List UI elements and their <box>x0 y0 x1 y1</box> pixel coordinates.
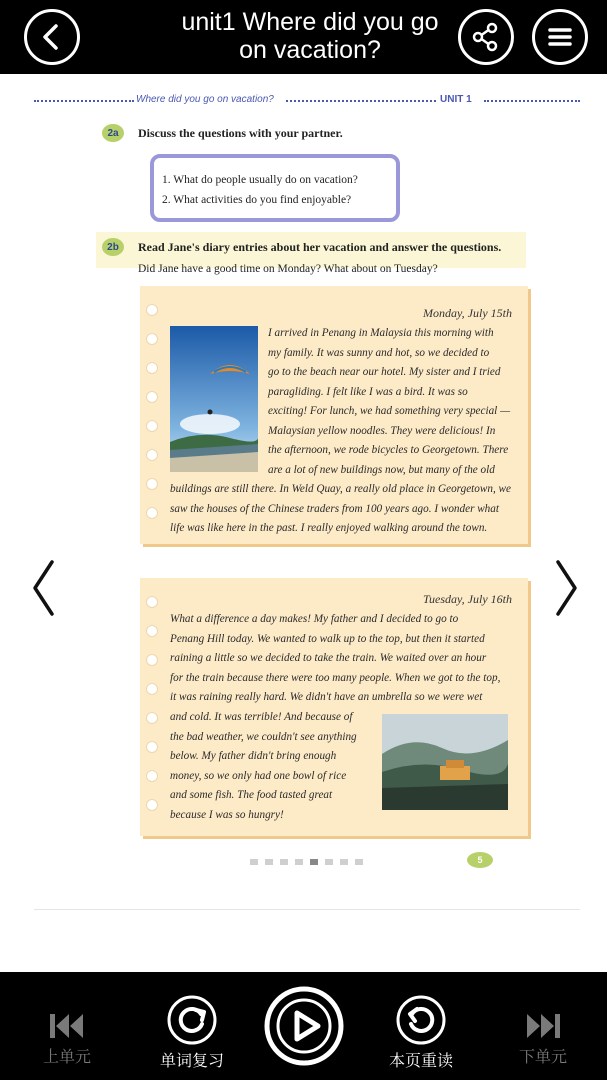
diary-date: Tuesday, July 16th <box>423 592 512 606</box>
next-page-arrow[interactable] <box>552 558 580 618</box>
diary-line: I arrived in Penang in Malaysia this morning with <box>268 327 494 339</box>
word-review-label: 单词复习 <box>159 1051 224 1070</box>
notebook-holes <box>146 596 160 828</box>
share-icon <box>470 21 502 53</box>
section-badge-2b: 2b <box>102 238 124 256</box>
chevron-left-icon <box>30 558 58 618</box>
diary-line: because I was so hungry! <box>170 808 284 821</box>
instruction-2b: Read Jane's diary entries about her vacation and answer the questions. <box>138 240 502 254</box>
play-button[interactable] <box>264 986 344 1066</box>
hamburger-menu-icon <box>545 22 575 52</box>
page-number-badge: 5 <box>467 852 493 868</box>
refresh-icon <box>166 994 218 1046</box>
diary-line: Penang Hill today. We wanted to walk up to the top, but then it started <box>170 632 485 645</box>
prev-page-arrow[interactable] <box>30 558 58 618</box>
diary-entry-monday <box>140 286 528 544</box>
diary-line: the afternoon, we rode bicycles to Georgetown. There <box>268 444 509 456</box>
diary-line: saw the houses of the Chinese traders from 100 years ago. I wonder what <box>170 502 499 515</box>
next-unit-button[interactable] <box>508 1010 578 1067</box>
diary-2-full-text <box>170 610 500 708</box>
diary-line: the bad weather, we couldn't see anything <box>170 730 357 743</box>
page-dot[interactable] <box>340 859 348 865</box>
page-dot[interactable] <box>280 859 288 865</box>
diary-line: my family. It was sunny and hot, so we decided to <box>268 346 490 359</box>
diary-line: exciting! For lunch, we had something very special — <box>268 405 511 417</box>
dotted-divider <box>34 100 134 102</box>
diary-line: Malaysian yellow noodles. They were delicious! In <box>268 424 496 437</box>
page-header-title: Where did you go on vacation? <box>136 94 274 105</box>
diary-line: paragliding. I felt like I was a bird. It was so <box>268 385 468 398</box>
title-line-1: unit1 Where did you go <box>181 8 439 36</box>
prev-unit-button[interactable] <box>32 1010 102 1067</box>
question-1: 1. What do people usually do on vacation? <box>162 174 358 186</box>
notebook-holes <box>146 304 160 536</box>
diary-line: What a difference a day makes! My father and I decided to go to <box>170 613 459 625</box>
diary-line: life was like here in the past. I really enjoyed walking around the town. <box>170 522 488 534</box>
page-dot[interactable] <box>250 859 258 865</box>
prev-unit-label: 上单元 <box>42 1047 91 1066</box>
diary-line: are a lot of new buildings now, but many of the old <box>268 463 495 476</box>
title-line-2: on vacation? <box>239 36 381 64</box>
skip-back-icon <box>47 1010 87 1042</box>
page-dot-active[interactable] <box>310 859 318 865</box>
diary-1-full-text <box>170 480 511 539</box>
reread-page-button[interactable] <box>378 994 464 1071</box>
diary-date: Monday, July 15th <box>423 306 512 320</box>
discussion-questions-box <box>150 154 400 222</box>
paragliding-photo <box>170 326 258 472</box>
page-header-unit: UNIT 1 <box>440 94 472 105</box>
replay-icon <box>395 994 447 1046</box>
chevron-right-icon <box>552 558 580 618</box>
page-dot[interactable] <box>325 859 333 865</box>
diary-line: below. My father didn't bring enough <box>170 750 337 762</box>
diary-line: buildings are still there. In Weld Quay, a really old place in Georgetown, we <box>170 483 511 495</box>
chevron-left-icon <box>37 22 67 52</box>
page-dot[interactable] <box>265 859 273 865</box>
question-2: 2. What activities do you find enjoyable? <box>162 194 352 206</box>
header-bar <box>0 0 607 74</box>
section-badge-2a: 2a <box>102 124 124 142</box>
diary-line: it was raining really hard. We didn't have an umbrella so we were wet <box>170 691 483 703</box>
bottom-toolbar <box>0 972 607 1080</box>
play-icon <box>264 986 344 1066</box>
penang-hill-photo <box>382 714 508 810</box>
textbook-page <box>0 74 607 972</box>
diary-2-wrapped-text <box>170 708 357 825</box>
page-dot[interactable] <box>355 859 363 865</box>
subquestion-2b: Did Jane have a good time on Monday? What about on Tuesday? <box>138 263 438 275</box>
diary-1-wrapped-text <box>268 324 510 480</box>
dotted-divider <box>484 100 580 102</box>
next-unit-label: 下单元 <box>518 1047 567 1066</box>
back-button[interactable] <box>24 9 80 65</box>
diary-entry-tuesday <box>140 578 528 836</box>
skip-forward-icon <box>523 1010 563 1042</box>
page-indicator <box>250 859 363 865</box>
diary-line: raining a little so we decided to take the train. We waited over an hour <box>170 652 487 664</box>
reread-page-label: 本页重读 <box>388 1051 453 1070</box>
page-dot[interactable] <box>295 859 303 865</box>
share-button[interactable] <box>458 9 514 65</box>
menu-button[interactable] <box>532 9 588 65</box>
dotted-divider <box>286 100 436 102</box>
instruction-2a: Discuss the questions with your partner. <box>138 126 343 140</box>
word-review-button[interactable] <box>152 994 232 1071</box>
diary-line: for the train because there were too many people. When we got to the top, <box>170 671 501 684</box>
diary-line: and some fish. The food tasted great <box>170 789 333 801</box>
diary-line: and cold. It was terrible! And because of <box>170 711 353 723</box>
divider <box>34 909 580 910</box>
diary-line: go to the beach near our hotel. My sister and I tried <box>268 366 501 378</box>
page-title <box>130 8 490 64</box>
diary-line: money, so we only had one bowl of rice <box>170 769 347 782</box>
